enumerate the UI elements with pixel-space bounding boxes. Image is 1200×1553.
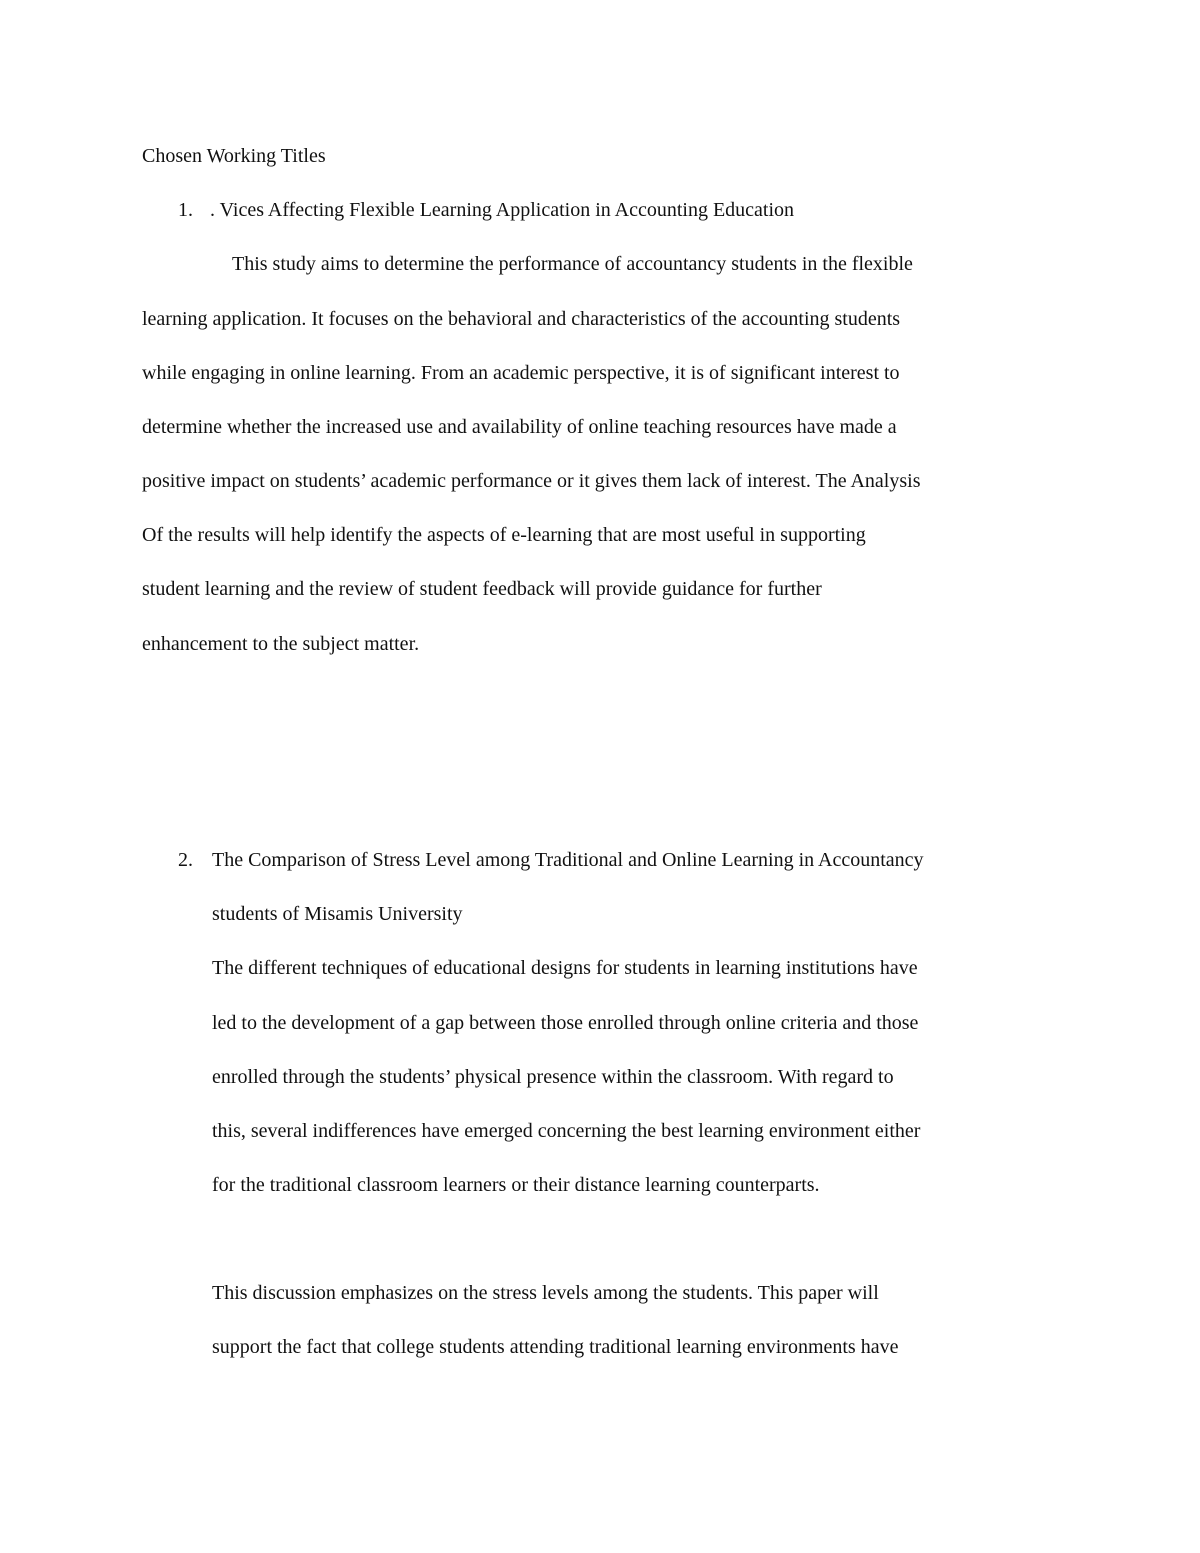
- item2-title-line: The Comparison of Stress Level among Traditional and Online Learning in Accountancy: [212, 849, 924, 871]
- item1-paragraph-line: learning application. It focuses on the behavioral and characteristics of the accounting students: [142, 308, 901, 330]
- item1-title: . Vices Affecting Flexible Learning Application in Accounting Education: [210, 199, 795, 221]
- item1-paragraph-line: determine whether the increased use and availability of online teaching resources have made a: [142, 416, 897, 438]
- item2-paragraph2-line: support the fact that college students attending traditional learning environments have: [212, 1336, 899, 1358]
- item1-paragraph-line: while engaging in online learning. From an academic perspective, it is of significant interest to: [142, 362, 900, 384]
- item2-paragraph1-line: enrolled through the students’ physical presence within the classroom. With regard to: [212, 1066, 894, 1088]
- item2-paragraph1-line: for the traditional classroom learners or their distance learning counterparts.: [212, 1174, 820, 1196]
- item1-paragraph-line: enhancement to the subject matter.: [142, 633, 420, 655]
- item1-paragraph-line: student learning and the review of student feedback will provide guidance for further: [142, 578, 822, 600]
- item2-title-line: students of Misamis University: [212, 903, 463, 925]
- item2-paragraph1-line: The different techniques of educational designs for students in learning institutions have: [212, 957, 918, 979]
- item1-paragraph-line: positive impact on students’ academic performance or it gives them lack of interest. The Analysis: [142, 470, 921, 492]
- item2-paragraph2-line: This discussion emphasizes on the stress levels among the students. This paper will: [212, 1282, 879, 1304]
- item1-paragraph-line: Of the results will help identify the aspects of e-learning that are most useful in supporting: [142, 524, 866, 546]
- document-heading: Chosen Working Titles: [142, 145, 326, 167]
- item2-paragraph1-line: led to the development of a gap between those enrolled through online criteria and those: [212, 1012, 919, 1034]
- item1-paragraph-line: This study aims to determine the performance of accountancy students in the flexible: [232, 253, 913, 275]
- item2-paragraph1-line: this, several indifferences have emerged concerning the best learning environment either: [212, 1120, 921, 1142]
- list-number-2: 2.: [178, 849, 193, 871]
- list-number-1: 1.: [178, 199, 193, 221]
